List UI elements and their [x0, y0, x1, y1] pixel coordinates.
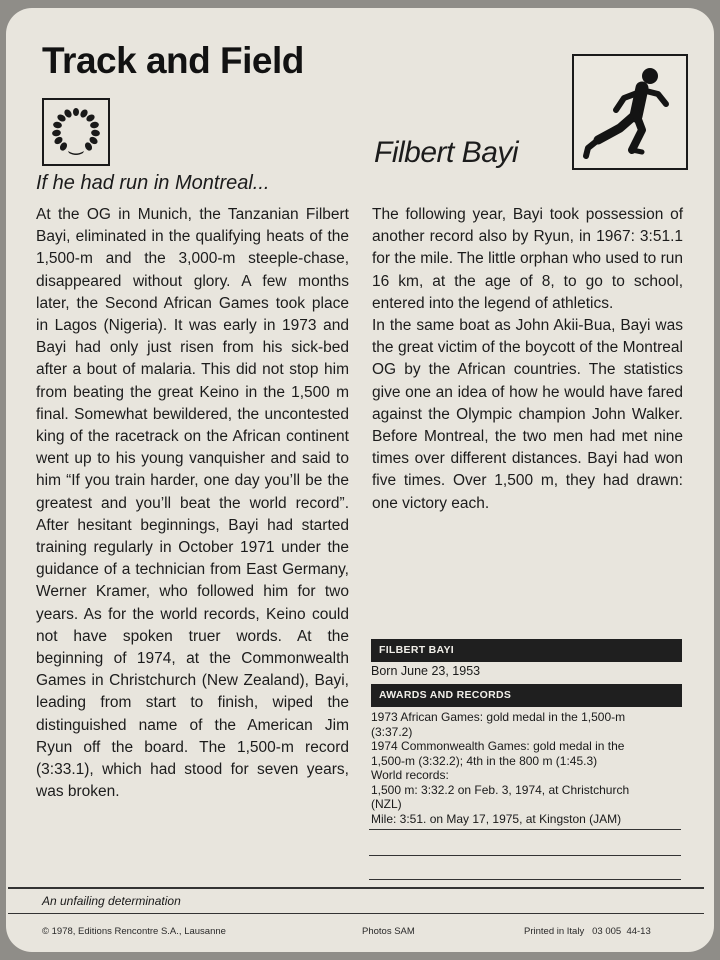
divider [369, 829, 681, 830]
awards-line: 1974 Commonwealth Games: gold medal in the [371, 739, 625, 753]
awards-line: 1,500-m (3:32.2); 4th in the 800 m (1:45.3) [371, 753, 598, 768]
birth-date: Born June 23, 1953 [371, 664, 481, 678]
photo-credit: Photos SAM [362, 926, 415, 937]
article-right-column [372, 204, 683, 515]
article-paragraph: The following year, Bayi took possession of another record also by Ryun, in 1967: 3:51.1 for the mile. The little orphan who used to run 16 km, at the age of 8, to go to school, entered into the legend of athletics. [372, 206, 683, 312]
laurel-wreath-icon [42, 98, 110, 166]
caption: An unfailing determination [42, 894, 181, 908]
awards-line: 1,500 m: 3:32.2 on Feb. 3, 1974, at Christchurch [371, 782, 630, 797]
divider [8, 913, 704, 914]
print-info: Printed in Italy 03 005 44-13 [524, 926, 651, 937]
divider [369, 855, 681, 856]
copyright-text: © 1978, Editions Rencontre S.A., Lausanne [42, 926, 226, 937]
divider [369, 879, 681, 880]
divider [8, 887, 704, 889]
awards-list [371, 710, 682, 826]
article-paragraph: In the same boat as John Akii-Bua, Bayi was the great victim of the boycott of the Montreal OG by the African countries. The statistics give one an idea of how he would have fared against the Olympic champion John Walker. Before Montreal, the two men had met nine times over different distances. Bayi had won five times. Over 1,500 m, they had drawn: one victory each. [372, 317, 683, 512]
athlete-name: Filbert Bayi [374, 136, 519, 169]
article-paragraph: At the OG in Munich, the Tanzanian Filbert Bayi, eliminated in the qualifying heats of the 1,500-m and the 3,000-m steeple-chase, disappeared without glory. A few months later, the Second African Games took place in Lagos (Nigeria). It was early in 1973 and Bayi had only just risen from his sick-bed after a bout of malaria. This did not stop him from beating the great Keino in the 1,500 m final. Somewhat bewildered, the uncontested king of the racetrack on the African continent went up to his young vanquisher and said to him “If you train harder, one day you’ll be the greatest and you’ll beat the world record”. After hesitant beginnings, Bayi had started training regularly in October 1971 under the guidance of a technician from East Germany, Werner Kramer, who followed him for two years. As for the world records, Keino could not have spoken truer words. At the beginning of 1974, at the Commonwealth Games in Christchurch (New Zealand), Bayi, leading from start to finish, wiped the distinguished name of the American Jim Ryun off the board. The 1,500-m record (3:33.1), which had stood for seven years, was broken. [36, 206, 349, 801]
article-subtitle: If he had run in Montreal... [36, 172, 270, 194]
awards-line: World records: [371, 768, 449, 782]
article-left-column [36, 204, 349, 803]
awards-line: 1973 African Games: gold medal in the 1,500-m [371, 710, 626, 724]
awards-line: Mile: 3:51. on May 17, 1975, at Kingston (JAM) [371, 811, 622, 826]
awards-line: (NZL) [371, 797, 402, 811]
awards-line: (3:37.2) [371, 724, 413, 739]
runner-icon [572, 54, 688, 170]
factbox-name-heading: FILBERT BAYI [371, 639, 682, 662]
card-title: Track and Field [42, 40, 304, 81]
awards-heading: AWARDS AND RECORDS [371, 684, 682, 707]
